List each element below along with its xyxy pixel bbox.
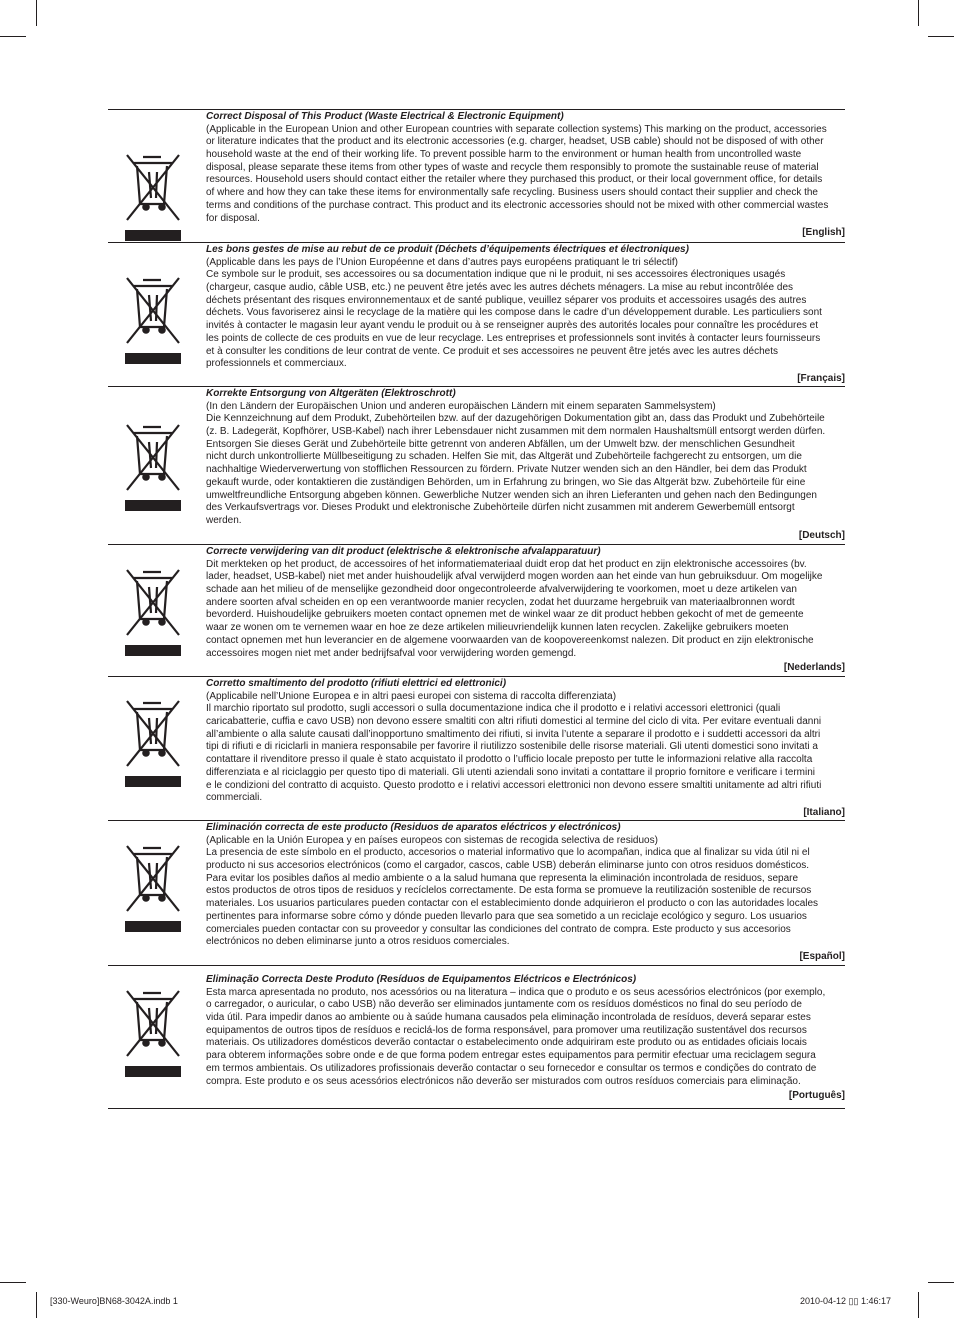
section-content — [206, 545, 845, 675]
section-deutsch — [108, 387, 845, 545]
language-label: [English] — [802, 227, 845, 239]
crossed-out-bin-icon — [124, 422, 182, 494]
weee-bar — [125, 500, 181, 511]
section-content — [206, 821, 845, 964]
weee-bar — [125, 230, 181, 241]
crossed-out-bin-icon — [124, 567, 182, 639]
weee-symbol — [124, 567, 182, 656]
section-title: Eliminação Correcta Deste Produto (Resíduos de Equipamentos Eléctricos e Electrónicos) — [206, 974, 637, 985]
section-portugues — [108, 966, 845, 1109]
section-nederlands — [108, 545, 845, 677]
section-content — [206, 387, 845, 543]
section-title: Korrekte Entsorgung von Altgeräten (Elektroschrott) — [206, 388, 456, 399]
section-espanol — [108, 821, 845, 966]
weee-symbol — [124, 698, 182, 787]
language-label: [Nederlands] — [783, 662, 845, 674]
section-body: Esta marca apresentada no produto, nos acessórios ou na literatura – indica que o produto e os seus acessórios electrónicos (por exemplo, o carregador, o auricular, o cabo USB) não deverão ser eliminados juntamente com os resíduos domésticos no final do seu período de vida útil. Para impedir danos ao ambiente ou à saúde humana causados pela eliminação incontrolada de resíduos, deverá separar estes equipamentos de outros tipos de resíduos e reciclá-los de forma responsável, para promover uma reutilização sustentável dos recursos materiais. Os utilizadores domésticos deverão contactar o estabelecimento onde adquiriram este produto ou as entidades oficiais locais para obterem informações sobre onde e de que forma podem entregar estes equipamentos para permitir efectuar uma reciclagem segura em termos ambientais. Os utilizadores profissionais deverão contactar o seu fornecedor e consultar os termos e condições do contrato de compra. Este produto e os seus acessórios electrónicos não deverão ser misturados com outros resíduos comerciais para eliminação. — [206, 986, 826, 1087]
weee-disposal-notices — [108, 109, 845, 1109]
language-label: [Deutsch] — [798, 529, 845, 541]
section-body: (In den Ländern der Europäischen Union und anderen europäischen Ländern mit einem separaten Sammelsystem) Die Kennzeichnung auf dem Produkt, Zubehörteilen bzw. auf der dazugehörigen Dokumentation gibt an, dass das Produkt und Zubehörteile (z. B. Ladegerät, Kopfhörer, USB-Kabel) nach ihrer Lebensdauer nicht zusammen mit dem normalen Haushaltsmüll entsorgt werden dürfen. Entsorgen Sie dieses Gerät und Zubehörteile bitte getrennt von anderen Abfällen, um der Umwelt bzw. der menschlichen Gesundheit nicht durch unkontrollierte Müllbeseitigung zu schaden. Helfen Sie mit, das Altgerät und Zubehörteile fachgerecht zu entsorgen, um die nachhaltige Wiederverwertung von stofflichen Ressourcen zu fördern. Private Nutzer wenden sich an den Händler, bei dem das Produkt gekauft wurde, oder kontaktieren die zuständigen Behörden, um in Erfahrung zu bringen, wo Sie das Altgerät bzw. Zubehörteile für eine umweltfreundliche Entsorgung abgeben können. Gewerbliche Nutzer wenden sich an ihren Lieferanten und gehen nach den Bedingungen des Verkaufsvertrags vor. Dieses Produkt und elektronische Zubehörteile dürfen nicht zusammen mit anderem Gewerbemüll entsorgt werden. — [206, 400, 826, 526]
section-english — [108, 110, 845, 243]
section-body: (Applicable in the European Union and other European countries with separate collection systems) This marking on the product, accessories or literature indicates that the product and its electronic accessories (e.g. charger, headset, USB cable) should not be disposed of with other household waste at the end of their working life. To prevent possible harm to the environment or human health from uncontrolled waste disposal, please separate these items from other types of waste and recycle them responsibly to promote the sustainable reuse of material resources. Household users should contact either the retailer where they purchased this product, or their local government office, for details of where and how they can take these items for environmentally safe recycling. Business users should contact their supplier and check the terms and conditions of the purchase contract. This product and its electronic accessories should not be mixed with other commercial wastes for disposal. — [206, 123, 829, 224]
weee-bar — [125, 776, 181, 787]
section-title: Correct Disposal of This Product (Waste Electrical & Electronic Equipment) — [206, 111, 564, 122]
section-body: (Aplicable en la Unión Europea y en países europeos con sistemas de recogida selectiva de residuos) La presencia de este símbolo en el producto, accesorios o material informativo que lo acompañan, indica que al finalizar su vida útil ni el producto ni sus accesorios electrónicos (como el cargador, cascos, cable USB) deberán eliminarse junto con otros residuos domésticos. Para evitar los posibles daños al medio ambiente o a la salud humana que representa la eliminación incontrolada de residuos, separe estos productos de otros tipos de residuos y recíclelos correctamente. De esta forma se promueve la reutilización sostenible de recursos materiales. Los usuarios particulares pueden contactar con el establecimiento donde adquirieron el producto o con las autoridades locales pertinentes para informarse sobre cómo y dónde pueden llevarlo para que sea sometido a un reciclaje ecológico y seguro. Los usuarios comerciales pueden contactar con su proveedor y consultar las condiciones del contrato de compra. Este producto y sus accesorios electrónicos no deben eliminarse junto a otros residuos comerciales. — [206, 834, 819, 948]
language-label: [Português] — [788, 1090, 845, 1102]
crop-mark — [0, 36, 26, 37]
weee-bar — [125, 921, 181, 932]
section-body: Dit merkteken op het product, de accessoires of het informatiemateriaal duidt erop dat het product en zijn elektronische accessoires (bv. lader, headset, USB-kabel) niet met ander huishoudelijk afval verwijderd mogen worden aan het einde van hun gebruiksduur. Om mogelijke schade aan het milieu of de menselijke gezondheid door ongecontroleerde afvalverwijdering te voorkomen, moet u deze artikelen van andere soorten afval scheiden en op een verantwoorde manier recyclen, zodat het duurzame hergebruik van materiaalbronnen wordt bevorderd. Huishoudelijke gebruikers moeten contact opnemen met de winkel waar ze dit product hebben gekocht of met de gemeente waar ze wonen om te vernemen waar en hoe ze deze artikelen milieuvriendelijk kunnen laten recyclen. Zakelijke gebruikers moeten contact opnemen met hun leverancier en de algemene voorwaarden van de koopovereenkomst nalezen. Dit product en zijn elektronische accessoires mogen niet met ander bedrijfsafval voor verwijdering worden gemengd. — [206, 558, 823, 659]
language-label: [Italiano] — [803, 806, 845, 818]
weee-symbol — [124, 988, 182, 1077]
crop-mark — [36, 1292, 37, 1318]
section-content — [206, 973, 845, 1103]
section-body: (Applicable dans les pays de l’Union Européenne et dans d’autres pays européens pratiquant le tri sélectif) Ce symbole sur le produit, ses accessoires ou sa documentation indique que ni le produit, ni ses accessoires électroniques usagés (chargeur, casque audio, câble USB, etc.) ne peuvent être jetés avec les autres déchets ménagers. La mise au rebut incontrôlée des déchets présentant des risques environnementaux et de santé publique, veuillez séparer vos produits et accessoires usagés des autres déchets. Vous favoriserez ainsi le recyclage de la matière qui les compose dans le cadre d’un développement durable. Les particuliers sont invités à contacter le magasin leur ayant vendu le produit ou à se renseigner auprès des autorités locales pour connaître les procédures et les points de collecte de ces produits en vue de leur recyclage. Les entreprises et professionnels sont invités à contacter leurs fournisseurs et à consulter les conditions de leur contrat de vente. Ce produit et ses accessoires ne peuvent être jetés avec les autres déchets professionnels et commerciaux. — [206, 256, 822, 370]
language-label: [Français] — [797, 372, 845, 384]
section-title: Corretto smaltimento del prodotto (rifiuti elettrici ed elettronici) — [206, 678, 507, 689]
section-francais — [108, 243, 845, 387]
weee-symbol — [124, 275, 182, 364]
section-title: Les bons gestes de mise au rebut de ce produit (Déchets d’équipements électriques et électroniques) — [206, 244, 689, 255]
crop-mark — [918, 0, 919, 26]
weee-bar — [125, 353, 181, 364]
weee-symbol — [124, 843, 182, 932]
weee-symbol — [124, 152, 182, 241]
crop-mark — [0, 1282, 26, 1283]
crop-mark — [36, 0, 37, 26]
section-title: Eliminación correcta de este producto (Residuos de aparatos eléctricos y electrónicos) — [206, 822, 621, 833]
weee-bar — [125, 645, 181, 656]
section-title: Correcte verwijdering van dit product (elektrische & elektronische afvalapparatuur) — [206, 546, 601, 557]
section-italiano — [108, 677, 845, 821]
section-body: (Applicabile nell’Unione Europea e in altri paesi europei con sistema di raccolta differenziata) Il marchio riportato sul prodotto, sugli accessori o sulla documentazione indica che il prodotto e i relativi accessori elettronici (quali caricabatterie, cuffia e cavo USB) non devono essere smaltiti con altri rifiuti domestici al termine del ciclo di vita. Per evitare eventuali danni all’ambiente o alla salute causati dall’inopportuno smaltimento dei rifiuti, si invita l’utente a separare il prodotto e i suddetti accessori da altri tipi di rifiuti e di riciclarli in maniera responsabile per favorire il riutilizzo sostenibile delle risorse materiali. Gli utenti domestici sono invitati a contattare il rivenditore presso il quale è stato acquistato il prodotto o l’ufficio locale preposto per tutte le informazioni relative alla raccolta differenziata e al riciclaggio per questo tipo di materiali. Gli utenti aziendali sono invitati a contattare il proprio fornitore e verificare i termini e le condizioni del contratto di acquisto. Questo prodotto e i relativi accessori elettronici non devono essere smaltiti unitamente ad altri rifiuti commerciali. — [206, 690, 822, 804]
weee-symbol — [124, 422, 182, 511]
weee-bar — [125, 1066, 181, 1077]
print-slug-filename: [330-Weuro]BN68-3042A.indb 1 — [50, 1296, 178, 1306]
crossed-out-bin-icon — [124, 988, 182, 1060]
crossed-out-bin-icon — [124, 843, 182, 915]
print-slug-timestamp: 2010-04-12 ▯▯ 1:46:17 — [800, 1296, 891, 1306]
section-content — [206, 243, 845, 386]
language-label: [Español] — [799, 950, 845, 962]
crop-mark — [918, 1292, 919, 1318]
crossed-out-bin-icon — [124, 275, 182, 347]
section-content — [206, 110, 845, 240]
crop-mark — [928, 1282, 954, 1283]
crossed-out-bin-icon — [124, 152, 182, 224]
crossed-out-bin-icon — [124, 698, 182, 770]
section-content — [206, 677, 845, 820]
crop-mark — [928, 36, 954, 37]
